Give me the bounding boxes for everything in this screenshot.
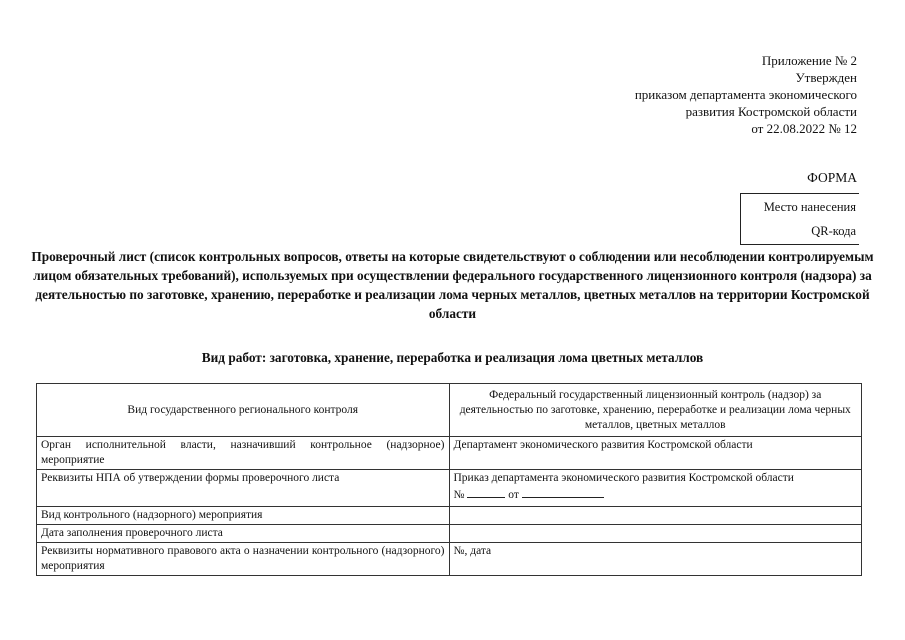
table-cell — [449, 507, 862, 525]
number-sign: № — [453, 489, 465, 501]
approved-label: Утвержден — [795, 70, 857, 85]
table-row — [37, 507, 862, 525]
qr-code-placeholder — [740, 193, 859, 245]
number-blank — [467, 486, 505, 498]
table-row — [37, 543, 862, 576]
qr-placeholder-line-2: QR-кода — [811, 224, 856, 238]
table-cell: Реквизиты нормативного правового акта о назначении контрольного (надзорного) мероприятия — [37, 543, 450, 576]
approval-header — [635, 52, 857, 137]
table-cell: Вид контрольного (надзорного) мероприятия — [37, 507, 450, 525]
table-row — [37, 470, 862, 507]
table-cell: Вид государственного регионального контроля — [37, 384, 450, 437]
npa-order-text: Приказ департамента экономического развития Костромской области — [453, 472, 794, 484]
table-cell: Реквизиты НПА об утверждении формы проверочного листа — [37, 470, 450, 507]
checklist-info-table — [36, 383, 862, 576]
order-date: от 22.08.2022 № 12 — [751, 121, 857, 136]
document-title: Проверочный лист (список контрольных вопросов, ответы на которые свидетельствуют о соблюдении или несоблюдении контролируемым лицом обязательных требований), используемых при осуществлении федерального государственного лицензионного контроля (надзора) за деятельностью по заготовке, хранению, переработке и реализации лома черных металлов, цветных металлов на территории Костромской области — [31, 249, 874, 321]
date-blank — [522, 486, 604, 498]
table-cell: Федеральный государственный лицензионный контроль (надзор) за деятельностью по заготовке, хранению, переработке и реализации лома черных металлов, цветных металлов — [449, 384, 862, 437]
order-line-1: приказом департамента экономического — [634, 87, 857, 102]
table-cell — [449, 470, 862, 507]
work-type-subtitle: Вид работ: заготовка, хранение, переработка и реализация лома цветных металлов — [201, 350, 704, 365]
from-label: от — [508, 489, 519, 501]
table-cell: Орган исполнительной власти, назначивший контрольное (надзорное) мероприятие — [37, 437, 450, 470]
table-row — [37, 525, 862, 543]
order-line-2: развития Костромской области — [685, 104, 857, 119]
table-header-row — [37, 384, 862, 437]
appendix-number: Приложение № 2 — [761, 53, 857, 68]
npa-number-date-line — [454, 486, 858, 503]
table-cell — [449, 525, 862, 543]
qr-placeholder-line-1: Место нанесения — [763, 200, 856, 214]
table-cell: №, дата — [449, 543, 862, 576]
table-cell: Дата заполнения проверочного листа — [37, 525, 450, 543]
form-label: ФОРМА — [807, 170, 857, 185]
table-row — [37, 437, 862, 470]
table-cell: Департамент экономического развития Костромской области — [449, 437, 862, 470]
